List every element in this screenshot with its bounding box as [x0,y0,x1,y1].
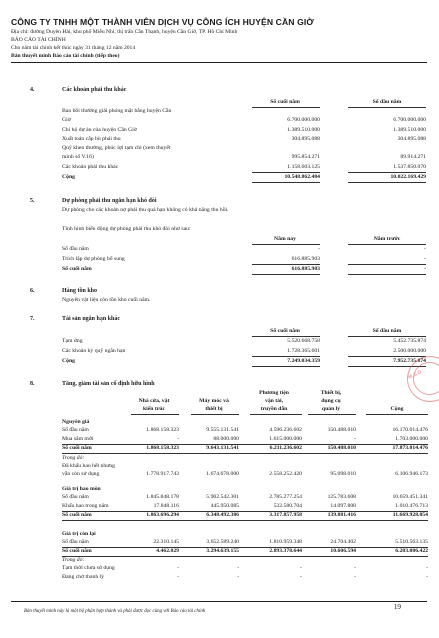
s8-fully-depreciated-c3: 2.558.252.420 [269,471,302,477]
s5-row1-this: - [318,246,320,252]
s8-dep-opening-label: Số đầu năm [62,494,89,500]
s8-cost-note2: Đã khấu hao hết nhưng [62,463,115,469]
s8-cost-opening-label: Số đầu năm [62,427,89,433]
s4-total-label: Cộng [62,174,75,180]
s7-col-end-header: Số cuối năm [270,328,300,334]
s5-total-label: Số cuối năm [62,266,92,272]
section-4-title: Các khoản phải thu khác [62,87,127,93]
s8-pending-disposal-total: - [426,574,428,580]
s7-total-end-rule [252,356,320,357]
header-rule [11,62,427,63]
s7-row1-begin: 5.452.735.874 [393,338,426,344]
s4-row1-begin: 6.700.000.000 [393,117,426,123]
s8-fully-depreciated-total: 6.106.946.173 [395,471,428,477]
s8-idle-c2: - [237,565,239,571]
s8-cost-closing-underline [62,453,428,454]
s7-total-begin: 7.952.735.874 [393,358,426,364]
s7-total-end-underline [252,366,320,367]
s8-col1-header-a: Nhà cửa, vật [138,398,170,404]
s4-col-end-header: Số cuối năm [270,99,300,105]
s8-idle-label: Tạm thời chưa sử dụng [62,565,115,571]
s6-description: Nguyên vật liệu còn tồn kho cuối năm. [62,297,151,303]
s4-row1-label-cont: Giờ [62,117,71,123]
page-number: 19 [393,603,401,611]
s4-row2-label: Chi hộ dự án của huyện Cần Giờ [62,127,137,133]
s4-row1-end: 6.700.000.000 [287,117,320,123]
s8-net-closing-total: 6.203.086.422 [395,548,428,554]
s7-col-begin-header: Số đầu năm [372,328,402,334]
s8-cost-closing-c4: 150.488.010 [327,445,356,451]
s8-col2-underline [191,414,239,415]
s8-col5-underline [366,414,428,415]
s8-col3-underline [250,414,302,415]
s4-row5-begin: 1.537.850.070 [393,164,426,170]
s8-col4-header-c: quản lý [321,406,341,412]
s8-cost-note1: Trong đó: [62,455,85,461]
s7-row2-begin: 2.500.000.000 [393,348,426,354]
s4-row1-label: Ban bồi thường giải phóng mặt bằng huyện Cần [62,108,172,114]
s8-col2-header-a: Máy móc và [199,398,229,404]
s5-total-prev-rule [348,264,426,265]
s7-row1-end: 5.520.668.758 [287,338,320,344]
s8-idle-c3: - [300,565,302,571]
s7-total-label: Cộng [62,358,75,364]
s8-net-opening-c2: 3.652.589.240 [206,539,239,545]
s7-row2-end: 1.728.365.601 [287,348,320,354]
s5-row2-this: 616.885.903 [291,256,320,262]
s8-dep-closing-c2: 6.348.492.386 [206,512,239,518]
s8-dep-closing-c1: 1.863.696.294 [146,512,179,518]
s8-cost-additions-c2: 88.000.000 [213,436,239,442]
s8-depreciation-heading: Giá trị hao mòn [62,486,101,492]
s8-cost-additions-c1: - [177,436,179,442]
s4-total-end-rule [252,172,320,173]
s7-row2-label: Các khoản ký quỹ ngắn hạn [62,348,126,354]
s4-row5-label: Các khoản phải thu khác [62,164,119,170]
s8-cost-closing-c2: 9.643.131.541 [206,445,239,451]
s4-col-begin-underline [348,107,426,108]
s5-row2-label: Trích lập dự phòng bổ sung [62,256,125,262]
s5-movement-intro: Tình hình biến động dự phòng phải thu khó đòi như sau: [62,226,191,232]
s4-row4-label-cont: minh số V.16) [62,154,94,160]
s8-cost-closing-c3: 6.211.236.602 [269,445,302,451]
section-8-title: Tăng, giảm tài sản cố định hữu hình [62,381,155,387]
s8-cost-closing-label: Số cuối năm [62,445,92,451]
s8-idle-c1: - [177,565,179,571]
company-address: Địa chỉ: đường Duyên Hải, khu phố Miễu Nhì, thị trấn Cần Thạnh, huyện Cần Giờ, TP. Hồ Chí Minh [11,29,238,35]
s5-row1-label: Số đầu năm [62,246,89,252]
company-name: CÔNG TY TNHH MỘT THÀNH VIÊN DỊCH VỤ CÔNG ÍCH HUYỆN CẦN GIỜ [11,17,314,27]
s4-total-begin: 10.022.169.429 [390,174,426,180]
s8-net-opening-label: Số đầu năm [62,539,89,545]
s4-row4-end: 995.854.271 [291,154,320,160]
s8-col2-header-b: thiết bị [205,406,223,412]
section-7-number: 7. [30,316,35,322]
section-7-title: Tài sản ngắn hạn khác [62,316,121,322]
s8-dep-charge-c3: 532.580.704 [273,503,302,509]
s8-cost-additions-c4: - [354,436,356,442]
s4-row4-begin: 89.914.271 [400,154,426,160]
s8-cost-heading: Nguyên giá [62,419,90,425]
s4-row3-label: Xuất toán cắp bù phải thu [62,136,121,142]
s5-col-prev-header: Năm trước [373,236,401,242]
s8-dep-charge-c1: 17.848.116 [153,503,179,509]
s8-net-closing-c4: 10.606.594 [330,548,356,554]
s5-row1-prev: - [424,246,426,252]
s7-col-begin-underline [348,336,426,337]
s7-col-end-underline [252,336,320,337]
s8-dep-opening-c1: 1.845.848.178 [146,494,179,500]
s4-row3-end: 304.895.088 [291,136,320,142]
report-type: BÁO CÁO TÀI CHÍNH [11,37,66,43]
s8-net-closing-c1: 4.462.029 [156,548,179,554]
s4-row2-begin: 1.389.510.000 [393,127,426,133]
s5-col-prev-underline [348,244,426,245]
s8-cost-opening-c4: 150.488.010 [327,427,356,433]
s5-total-this-underline [252,274,320,275]
notes-title: Bản thuyết minh Báo cáo tài chính (tiếp theo) [11,53,120,59]
s8-dep-closing-total: 11.669.928.054 [392,512,428,518]
s5-total-prev: - [424,266,426,272]
s8-net-closing-c3: 2.893.378.644 [269,548,302,554]
s8-col3-header-c: truyền dẫn [260,406,288,412]
s8-fully-depreciated-c4: 95.098.010 [330,471,356,477]
s5-row2-prev: - [424,256,426,262]
s8-pending-disposal-c1: - [177,574,179,580]
report-period: Cho năm tài chính kết thúc ngày 31 tháng 12 năm 2014 [11,45,136,51]
s8-dep-charge-label: Khấu hao trong năm [62,503,109,509]
s8-dep-closing-underline [62,520,428,521]
s8-cost-opening-c1: 1.868.158.323 [146,427,179,433]
s8-pending-disposal-label: Đang chờ thanh lý [62,574,105,580]
s5-col-this-underline [252,244,320,245]
s8-col4-header-a: Thiết bị, [320,390,342,396]
s4-total-end-underline [252,182,320,183]
s8-pending-disposal-c2: - [237,574,239,580]
s4-row2-end: 1.389.510.000 [287,127,320,133]
section-6-number: 6. [30,288,35,294]
s8-cost-additions-label: Mua sắm mới [62,436,94,442]
s7-total-end: 7.249.034.359 [287,358,320,364]
s8-dep-closing-label: Số cuối năm [62,512,92,518]
s8-dep-charge-total: 1.010.476.713 [395,503,428,509]
s8-dep-opening-total: 10.659.451.341 [392,494,428,500]
s8-net-opening-c3: 1.810.959.348 [269,539,302,545]
s4-row3-begin: 304.895.088 [397,136,426,142]
s8-cost-opening-total: 16.170.014.476 [392,427,428,433]
s8-net-closing-c2: 3.294.639.155 [206,548,239,554]
s8-pending-disposal-c3: - [300,574,302,580]
s8-cost-opening-c3: 4.596.236.602 [269,427,302,433]
s8-fully-depreciated-c1: 1.778.917.743 [146,471,179,477]
s8-cost-opening-c2: 9.555.131.541 [206,427,239,433]
s8-cost-additions-c3: 1.615.000.000 [269,436,302,442]
s8-col4-header-b: dụng cụ [321,398,341,404]
s8-net-opening-c1: 22.310.145 [153,539,179,545]
s8-net-opening-total: 5.510.563.135 [395,539,428,545]
s8-idle-total: - [426,565,428,571]
s8-cost-note3: vẫn còn sử dụng [62,471,100,477]
company-stamp-inner-ring [413,362,439,395]
s4-col-begin-header: Số đầu năm [372,99,402,105]
company-stamp [407,356,439,402]
s8-col3-header-b: vận tải, [264,398,283,404]
s8-col1-underline [131,414,179,415]
s8-cost-additions-total: 1.703.000.000 [395,436,428,442]
s7-total-begin-rule [348,356,426,357]
s8-dep-charge-c4: 14.097.808 [330,503,356,509]
s8-dep-closing-c4: 139.881.416 [327,512,356,518]
section-6-title: Hàng tồn kho [62,288,98,294]
s7-row1-label: Tạm ứng [62,338,83,344]
s4-total-begin-rule [348,172,426,173]
s8-col3-header-a: Phương tiện [259,390,289,396]
section-4-number: 4. [30,87,35,93]
footer-note: Bản thuyết minh này là một bộ phận hợp thành và phải được đọc cùng với Báo cáo tài chính [24,609,206,614]
s4-col-end-underline [252,107,320,108]
s5-total-prev-underline [348,274,426,275]
s8-dep-closing-c3: 3.317.857.958 [269,512,302,518]
s8-net-closing-underline [62,556,428,557]
s8-col4-underline [308,414,356,415]
s8-cost-closing-total: 17.873.014.476 [392,445,428,451]
s4-total-begin-underline [348,182,426,183]
s4-total-end: 10.548.862.484 [284,174,320,180]
s5-col-this-header: Năm nay [274,236,296,242]
s8-fully-depreciated-c2: 1.674.678.000 [206,471,239,477]
s8-net-opening-c4: 24.704.402 [330,539,356,545]
s8-col5-header: Cộng [390,406,404,412]
company-stamp-text: M.S.D [407,369,423,381]
s8-dep-charge-c2: 445.950.085 [210,503,239,509]
s5-total-this-rule [252,264,320,265]
s5-total-this: 616.885.903 [291,266,320,272]
section-5-number: 5. [30,198,35,204]
footer-rule [11,601,427,602]
s8-dep-opening-c4: 125.783.608 [327,494,356,500]
s8-net-closing-label: Số cuối năm [62,548,92,554]
s8-pending-disposal-c4: - [354,574,356,580]
s8-cost-closing-c1: 1.868.158.323 [146,445,179,451]
s4-row4-label: Quỹ khen thưởng, phúc lợi tạm chi (xem thuyết [62,145,171,151]
section-5-title: Dự phòng phải thu ngắn hạn khó đòi [62,198,157,204]
section-8-number: 8. [30,381,35,387]
s5-description: Dự phòng cho các khoản nợ phải thu quá hạn không có khả năng thu hồi. [62,207,229,213]
s8-net-heading: Giá trị còn lại [62,531,96,537]
s8-col1-header-b: kiến trúc [143,406,165,412]
s8-dep-opening-c3: 2.785.277.254 [269,494,302,500]
s8-idle-c4: - [354,565,356,571]
s4-row5-end: 1.158.603.125 [287,164,320,170]
s8-net-note1: Trong đó: [62,557,85,563]
s8-dep-opening-c2: 5.902.542.301 [206,494,239,500]
